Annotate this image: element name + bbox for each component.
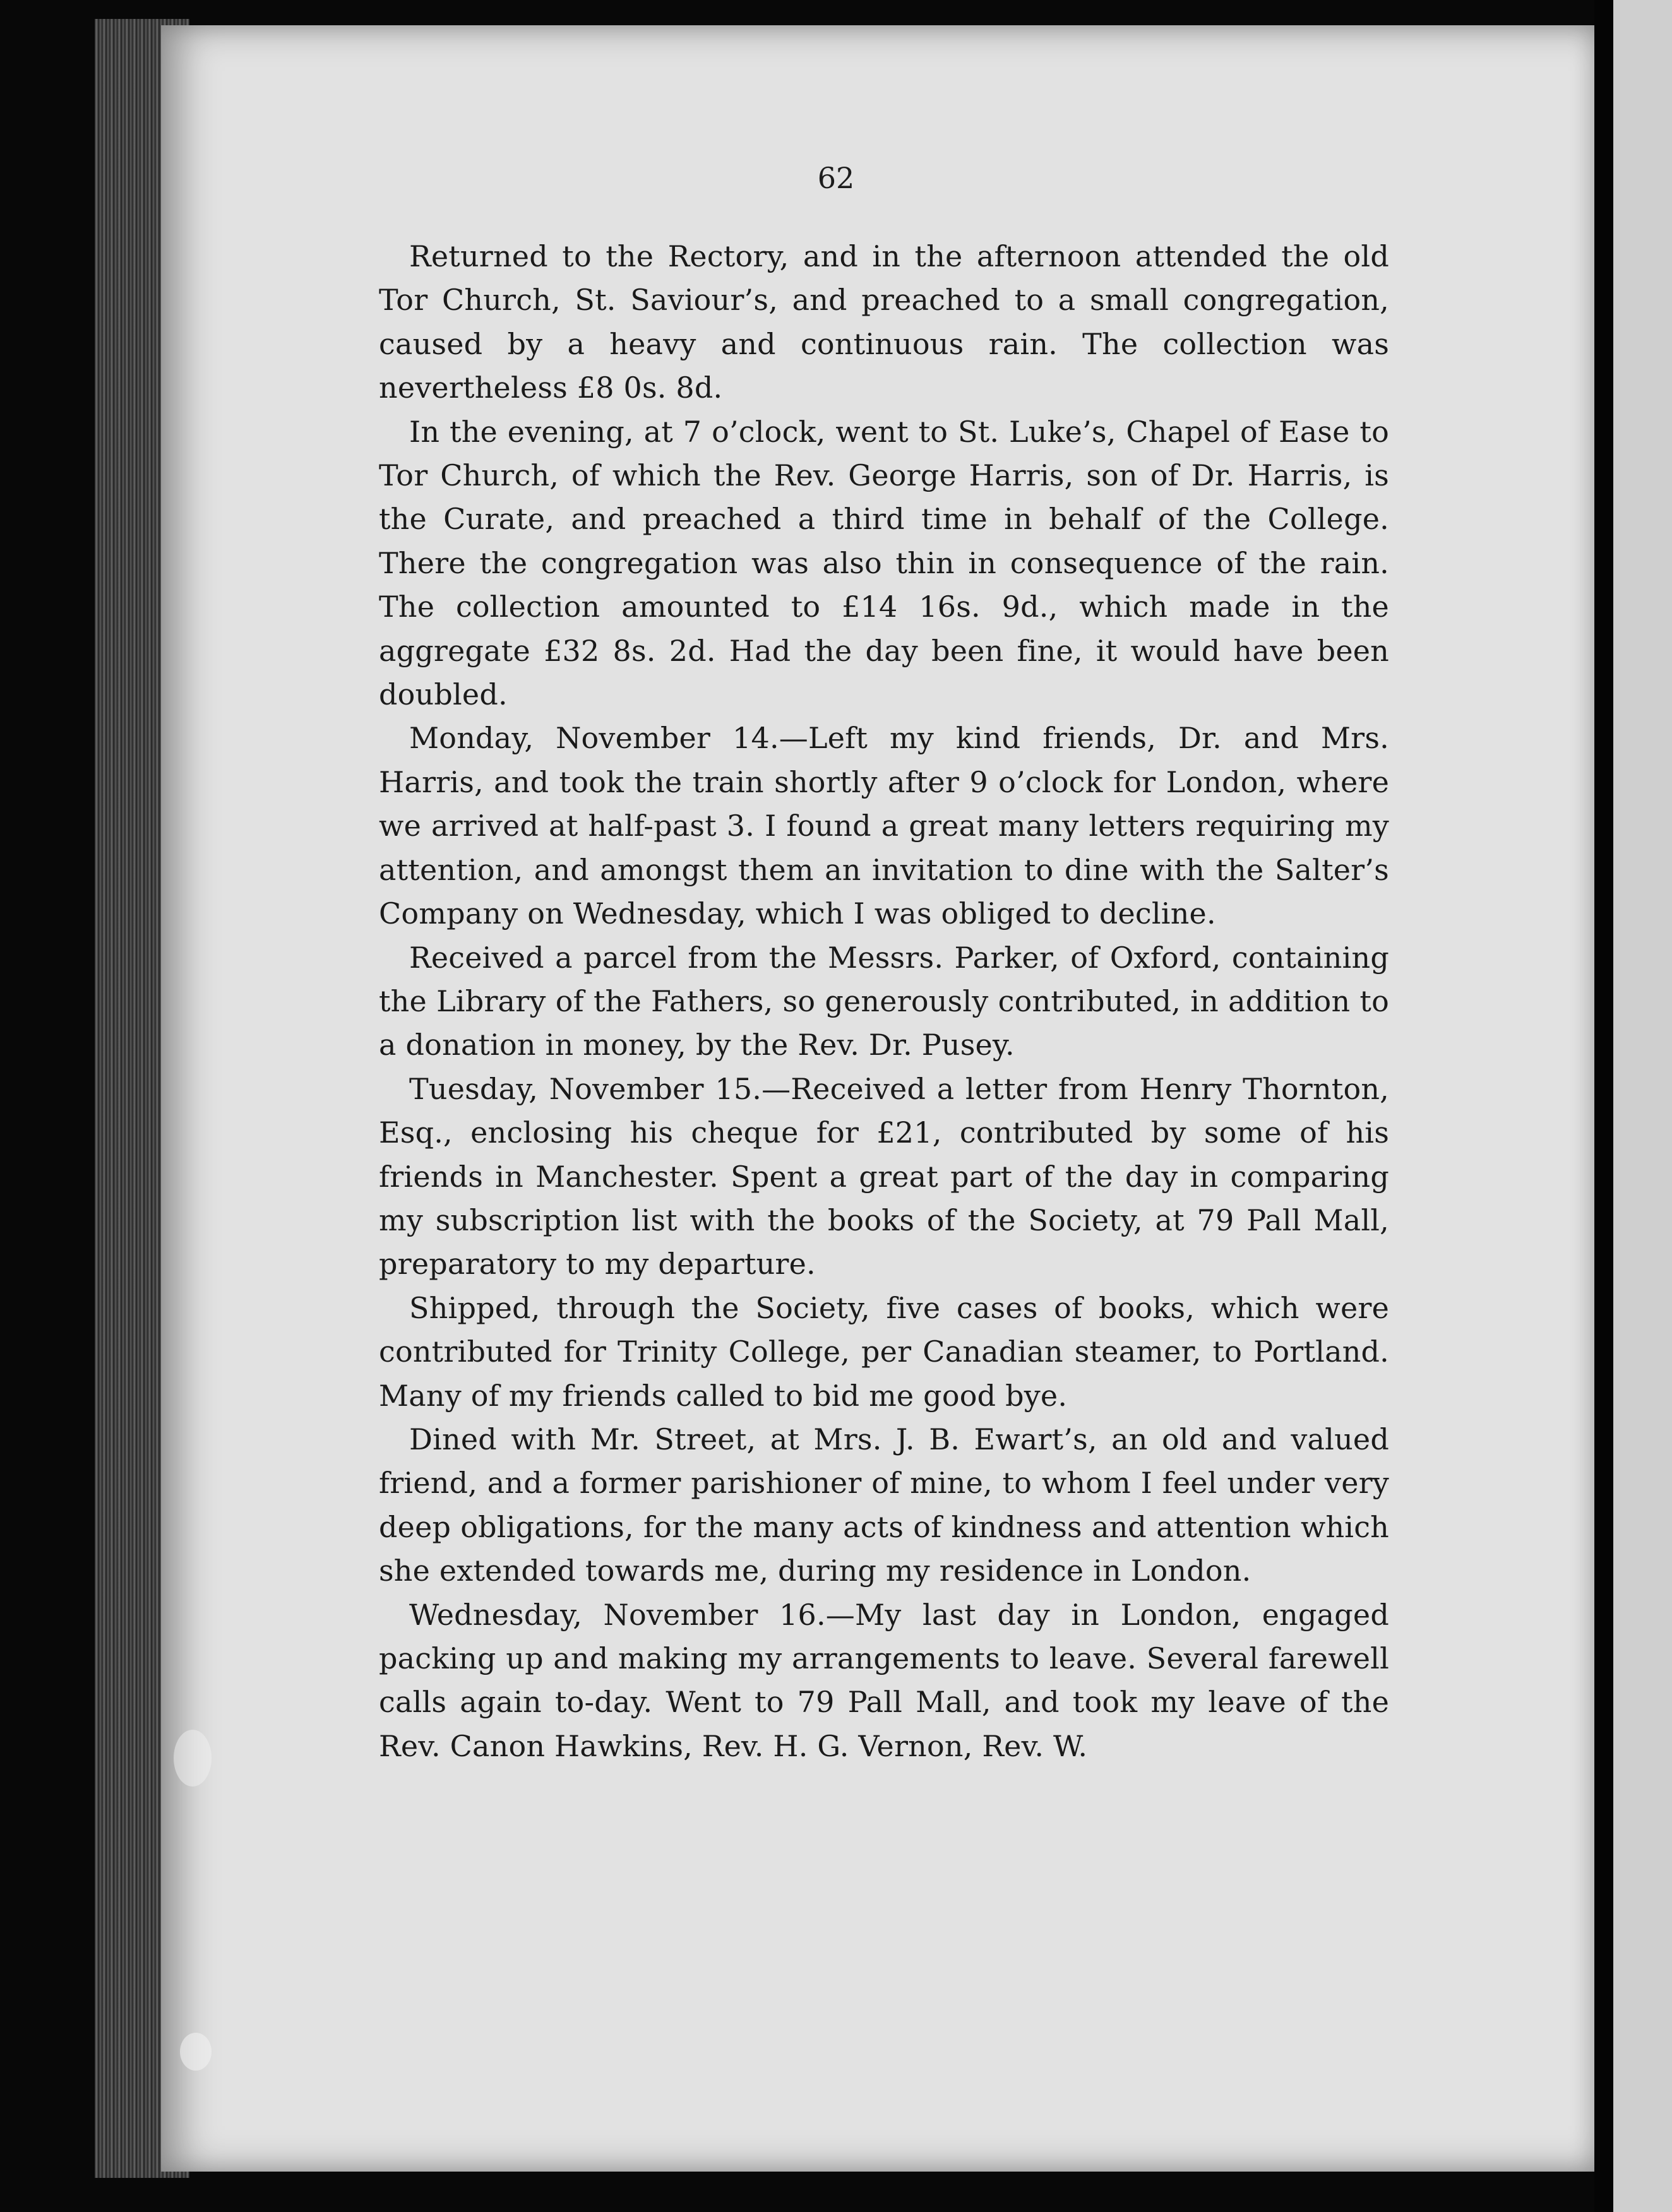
paragraph: Shipped, through the Society, five cases of books, which were contributed for Trinity College, per Canadian steamer, to Portland. Many of my friends called to bid me good bye. bbox=[379, 1290, 1389, 1413]
page-body-text bbox=[379, 235, 1389, 1768]
paragraph: Returned to the Rectory, and in the afternoon attended the old Tor Church, St. Saviour’s, and preached to a small congregation, caused by a heavy and continuous rain. The collection was nevertheless £8 0s. 8d. bbox=[379, 239, 1389, 405]
page-gutter bbox=[1594, 0, 1613, 2212]
paragraph: Tuesday, November 15.—Received a letter from Henry Thornton, Esq., enclosing his cheque for £21, contributed by some of his friends in Manchester. Spent a great part of the day in comparing my subscription list with the books of the Society, at 79 Pall Mall, preparatory to my departure. bbox=[379, 1071, 1389, 1281]
paragraph: In the evening, at 7 o’clock, went to St. Luke’s, Chapel of Ease to Tor Church, of which the Rev. George Harris, son of Dr. Harris, is the Curate, and preached a third time in behalf of the College. There the congregation was also thin in consequence of the rain. The collection amounted to £14 16s. 9d., which made in the aggregate £32 8s. 2d. Had the day been fine, it would have been doubled. bbox=[379, 414, 1389, 712]
paragraph: Wednesday, November 16.—My last day in London, engaged packing up and making my arrangements to leave. Several farewell calls again to-day. Went to 79 Pall Mall, and took my leave of the Rev. Canon Hawkins, Rev. H. G. Vernon, Rev. W. bbox=[379, 1597, 1389, 1763]
paragraph: Received a parcel from the Messrs. Parker, of Oxford, containing the Library of the Fathers, so generously contributed, in addition to a donation in money, by the Rev. Dr. Pusey. bbox=[379, 940, 1389, 1062]
page-number: 62 bbox=[817, 161, 855, 195]
paragraph: Dined with Mr. Street, at Mrs. J. B. Ewart’s, an old and valued friend, and a former parishioner of mine, to whom I feel under very deep obligations, for the many acts of kindness and attention which she extended towards me, during my residence in London. bbox=[379, 1422, 1389, 1588]
paragraph: Monday, November 14.—Left my kind friends, Dr. and Mrs. Harris, and took the train shortly after 9 o’clock for London, where we arrived at half-past 3. I found a great many letters requiring my attention, and amongst them an invitation to dine with the Salter’s Company on Wednesday, which I was obliged to decline. bbox=[379, 721, 1389, 931]
adjacent-page-edge bbox=[1613, 0, 1672, 2212]
